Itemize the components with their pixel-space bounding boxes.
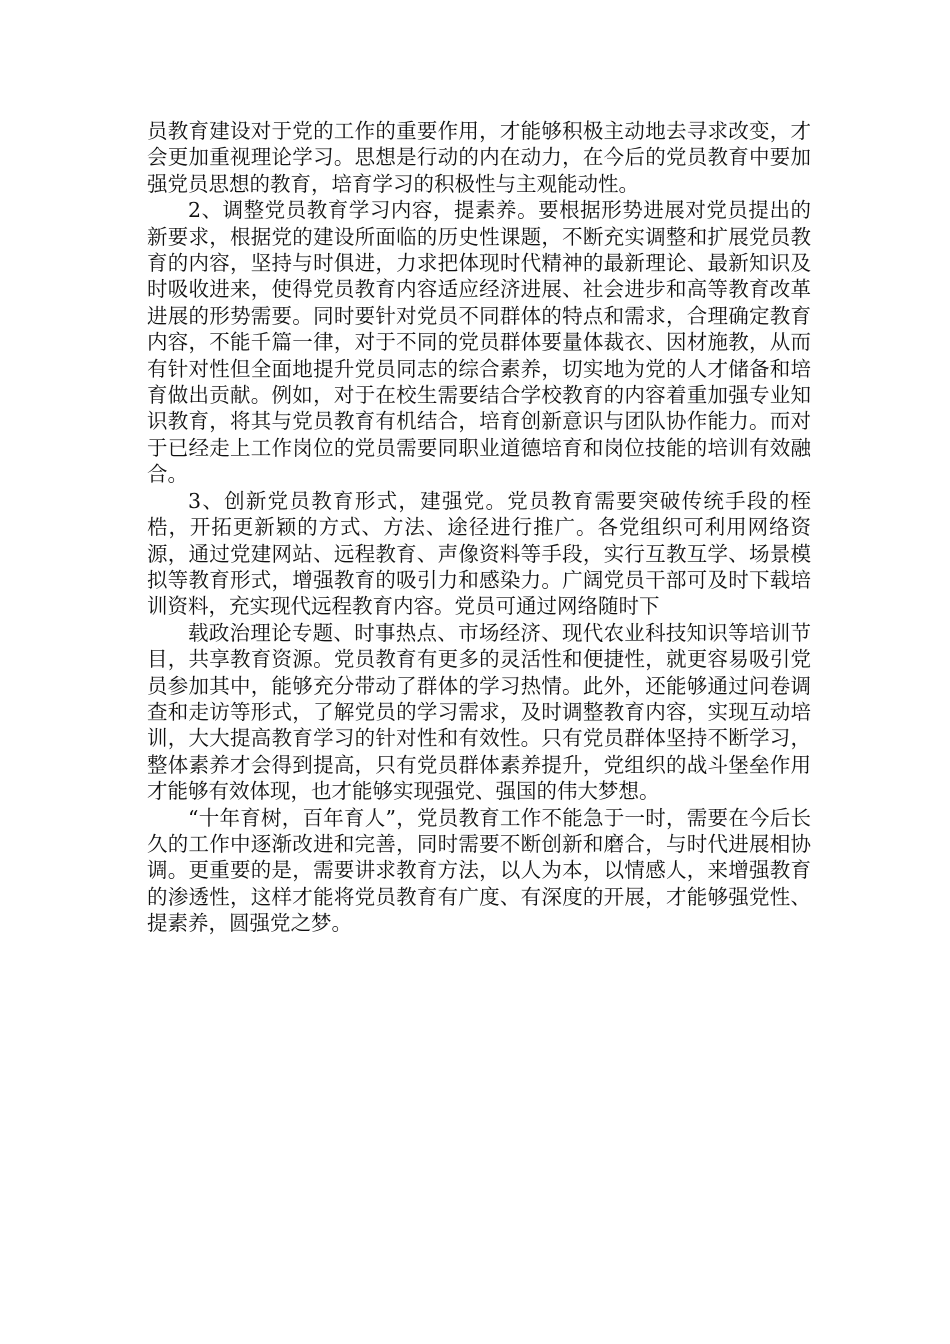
paragraph-conclusion: “十年育树，百年育人”，党员教育工作不能急于一时，需要在今后长久的工作中逐渐改进和完善，同时需要不断创新和磨合，与时代进展相协调。更重要的是，需要讲求教育方法，以人为本，以情感人，来增强教育的渗透性，这样才能将党员教育有广度、有深度的开展，才能够强党性、提素养，圆强党之梦。 (147, 805, 811, 936)
paragraph-continuation: 员教育建设对于党的工作的重要作用，才能够积极主动地去寻求改变，才会更加重视理论学习。思想是行动的内在动力，在今后的党员教育中要加强党员思想的教育，培育学习的积极性与主观能动性。 (147, 119, 811, 196)
paragraph-online-training: 载政治理论专题、时事热点、市场经济、现代农业科技知识等培训节目，共享教育资源。党员教育有更多的灵活性和便捷性，就更容易吸引党员参加其中，能够充分带动了群体的学习热情。此外，还能够通过问卷调查和走访等形式，了解党员的学习需求，及时调整教育内容，实现互动培训，大大提高教育学习的针对性和有效性。只有党员群体坚持不断学习，整体素养才会得到提高，只有党员群体素养提升，党组织的战斗堡垒作用才能够有效体现，也才能够实现强党、强国的伟大梦想。 (147, 620, 811, 804)
paragraph-adjust-content: 2、调整党员教育学习内容，提素养。要根据形势进展对党员提出的新要求，根据党的建设所面临的历史性课题，不断充实调整和扩展党员教育的内容，坚持与时俱进，力求把体现时代精神的最新理论、最新知识及时吸收进来，使得党员教育内容适应经济进展、社会进步和高等教育改革进展的形势需要。同时要针对党员不同群体的特点和需求，合理确定教育内容，不能千篇一律，对于不同的党员群体要量体裁衣、因材施教，从而有针对性但全面地提升党员同志的综合素养，切实地为党的人才储备和培育做出贡献。例如，对于在校生需要结合学校教育的内容着重加强专业知识教育，将其与党员教育有机结合，培育创新意识与团队协作能力。而对于已经走上工作岗位的党员需要同职业道德培育和岗位技能的培训有效融合。 (147, 198, 811, 487)
document-body (147, 118, 811, 937)
paragraph-innovate-form: 3、创新党员教育形式，建强党。党员教育需要突破传统手段的桎梏，开拓更新颖的方式、方法、途径进行推广。各党组织可利用网络资源，通过党建网站、远程教育、声像资料等手段，实行互教互学、场景模拟等教育形式，增强教育的吸引力和感染力。广阔党员干部可及时下载培训资料，充实现代远程教育内容。党员可通过网络随时下 (147, 488, 811, 619)
